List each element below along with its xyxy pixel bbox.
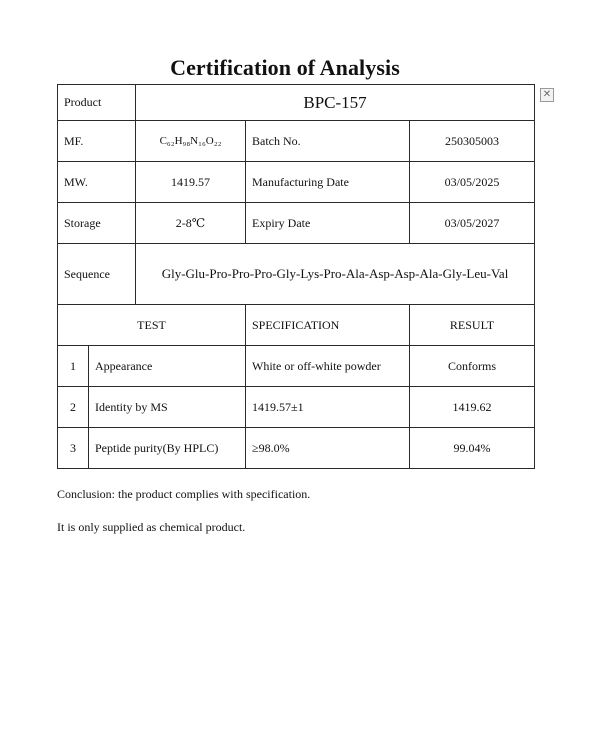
test-number: 1	[58, 346, 89, 387]
table-row	[58, 346, 535, 387]
test-specification: White or off-white powder	[246, 346, 410, 387]
supply-note-text: It is only supplied as chemical product.	[57, 520, 246, 534]
test-name: Peptide purity(By HPLC)	[89, 428, 246, 469]
mf-value: C₆₂H₉₈N₁₆O₂₂	[136, 121, 246, 162]
test-number: 2	[58, 387, 89, 428]
test-specification: ≥98.0%	[246, 428, 410, 469]
mw-label: MW.	[58, 162, 136, 203]
sequence-value: Gly-Glu-Pro-Pro-Pro-Gly-Lys-Pro-Ala-Asp-Asp-Ala-Gly-Leu-Val	[136, 244, 535, 305]
table-row	[58, 428, 535, 469]
expiry-date-label: Expiry Date	[246, 203, 410, 244]
table-row	[58, 387, 535, 428]
sequence-label: Sequence	[58, 244, 136, 305]
image-placeholder-icon: ✕	[540, 88, 554, 102]
storage-value: 2-8℃	[136, 203, 246, 244]
manufacturing-date-value: 03/05/2025	[410, 162, 535, 203]
test-header: TEST	[58, 305, 246, 346]
storage-row	[58, 203, 535, 244]
mf-row	[58, 121, 535, 162]
mf-label: MF.	[58, 121, 136, 162]
batch-value: 250305003	[410, 121, 535, 162]
analysis-table	[57, 84, 535, 469]
product-value: BPC-157	[136, 85, 535, 121]
manufacturing-date-label: Manufacturing Date	[246, 162, 410, 203]
conclusion-text: Conclusion: the product complies with specification.	[57, 487, 311, 501]
test-result: 1419.62	[410, 387, 535, 428]
sequence-row	[58, 244, 535, 305]
expiry-date-value: 03/05/2027	[410, 203, 535, 244]
test-result: Conforms	[410, 346, 535, 387]
product-label: Product	[58, 85, 136, 121]
test-number: 3	[58, 428, 89, 469]
mw-row	[58, 162, 535, 203]
mw-value: 1419.57	[136, 162, 246, 203]
result-header: RESULT	[410, 305, 535, 346]
product-row	[58, 85, 535, 121]
batch-label: Batch No.	[246, 121, 410, 162]
test-name: Appearance	[89, 346, 246, 387]
specification-header: SPECIFICATION	[246, 305, 410, 346]
document-title: Certification of Analysis	[170, 55, 400, 80]
test-result: 99.04%	[410, 428, 535, 469]
test-name: Identity by MS	[89, 387, 246, 428]
storage-label: Storage	[58, 203, 136, 244]
test-specification: 1419.57±1	[246, 387, 410, 428]
test-header-row	[58, 305, 535, 346]
